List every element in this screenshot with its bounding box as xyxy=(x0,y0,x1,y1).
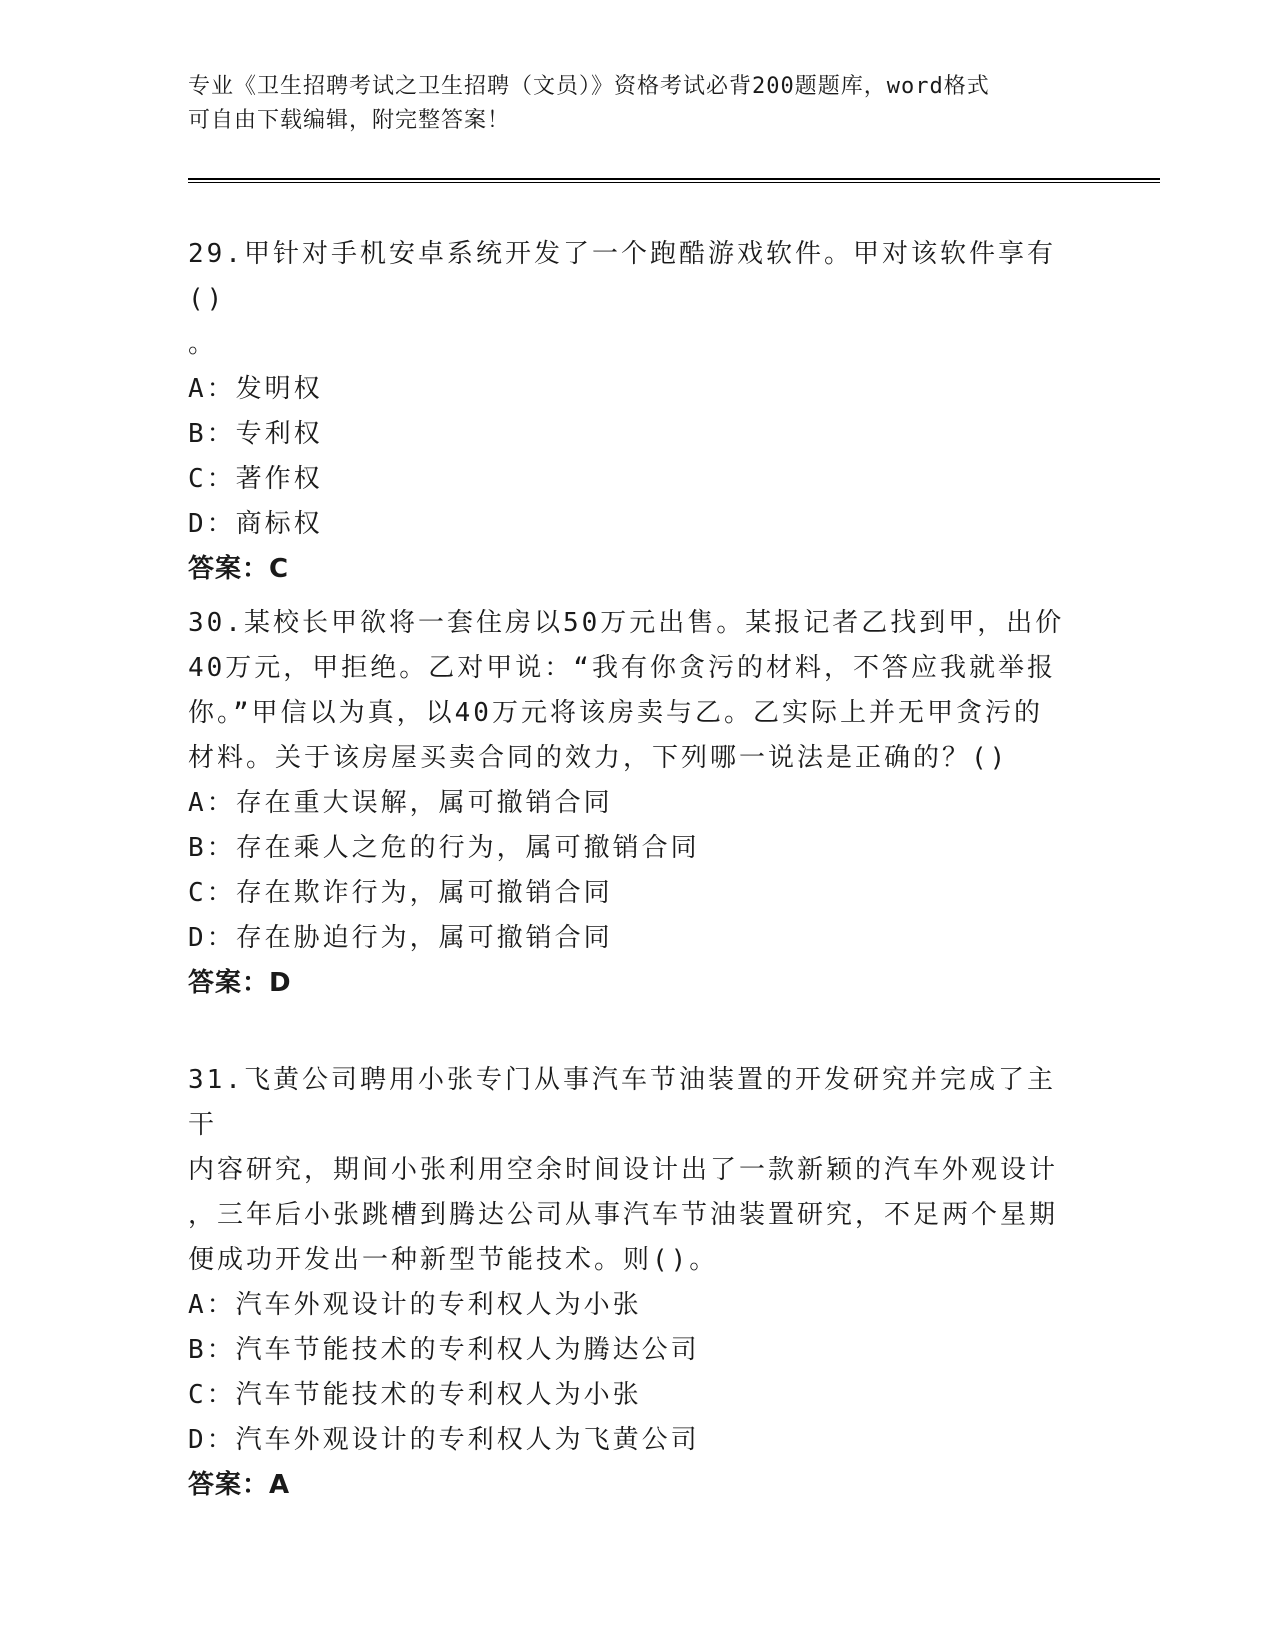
stem-line: 29.甲针对手机安卓系统开发了一个跑酷游戏软件。甲对该软件享有() xyxy=(188,239,1056,314)
question-stem xyxy=(188,601,1068,781)
document-header xyxy=(188,70,1068,138)
question-31 xyxy=(188,1058,1068,1508)
option-a: A：存在重大误解，属可撤销合同 xyxy=(188,788,613,818)
option-a: A：发明权 xyxy=(188,374,323,404)
answer: 答案：D xyxy=(188,968,292,998)
option-c: C：汽车节能技术的专利权人为小张 xyxy=(188,1380,642,1410)
option-c: C：存在欺诈行为，属可撤销合同 xyxy=(188,878,613,908)
question-30 xyxy=(188,601,1068,1006)
answer: 答案：A xyxy=(188,1470,291,1500)
option-c: C：著作权 xyxy=(188,464,323,494)
option-b: B：专利权 xyxy=(188,419,323,449)
stem-line: 31.飞黄公司聘用小张专门从事汽车节油装置的开发研究并完成了主干 xyxy=(188,1065,1056,1140)
question-stem xyxy=(188,232,1068,367)
header-divider-thin xyxy=(188,182,1160,183)
stem-line: 30.某校长甲欲将一套住房以50万元出售。某报记者乙找到甲，出价 xyxy=(188,608,1065,638)
header-line-1: 专业《卫生招聘考试之卫生招聘（文员）》资格考试必背200题题库，word格式 xyxy=(188,74,990,99)
option-a: A：汽车外观设计的专利权人为小张 xyxy=(188,1290,642,1320)
option-d: D：商标权 xyxy=(188,509,323,539)
stem-line: 便成功开发出一种新型节能技术。则()。 xyxy=(188,1245,719,1275)
stem-line: 你。”甲信以为真，以40万元将该房卖与乙。乙实际上并无甲贪污的 xyxy=(188,698,1043,728)
option-b: B：存在乘人之危的行为，属可撤销合同 xyxy=(188,833,700,863)
option-d: D：存在胁迫行为，属可撤销合同 xyxy=(188,923,613,953)
option-b: B：汽车节能技术的专利权人为腾达公司 xyxy=(188,1335,700,1365)
stem-line: 内容研究，期间小张利用空余时间设计出了一款新颖的汽车外观设计 xyxy=(188,1155,1059,1185)
answer: 答案：C xyxy=(188,554,290,584)
stem-line: 40万元，甲拒绝。乙对甲说：“我有你贪污的材料，不答应我就举报 xyxy=(188,653,1056,683)
question-stem xyxy=(188,1058,1068,1283)
header-line-2: 可自由下载编辑，附完整答案！ xyxy=(188,108,511,133)
stem-line: 材料。关于该房屋买卖合同的效力，下列哪一说法是正确的？() xyxy=(188,743,1009,773)
question-29 xyxy=(188,232,1068,592)
option-d: D：汽车外观设计的专利权人为飞黄公司 xyxy=(188,1425,700,1455)
header-divider-thick xyxy=(188,178,1160,180)
stem-line: 。 xyxy=(188,329,218,359)
stem-line: ，三年后小张跳槽到腾达公司从事汽车节油装置研究，不足两个星期 xyxy=(188,1200,1059,1230)
